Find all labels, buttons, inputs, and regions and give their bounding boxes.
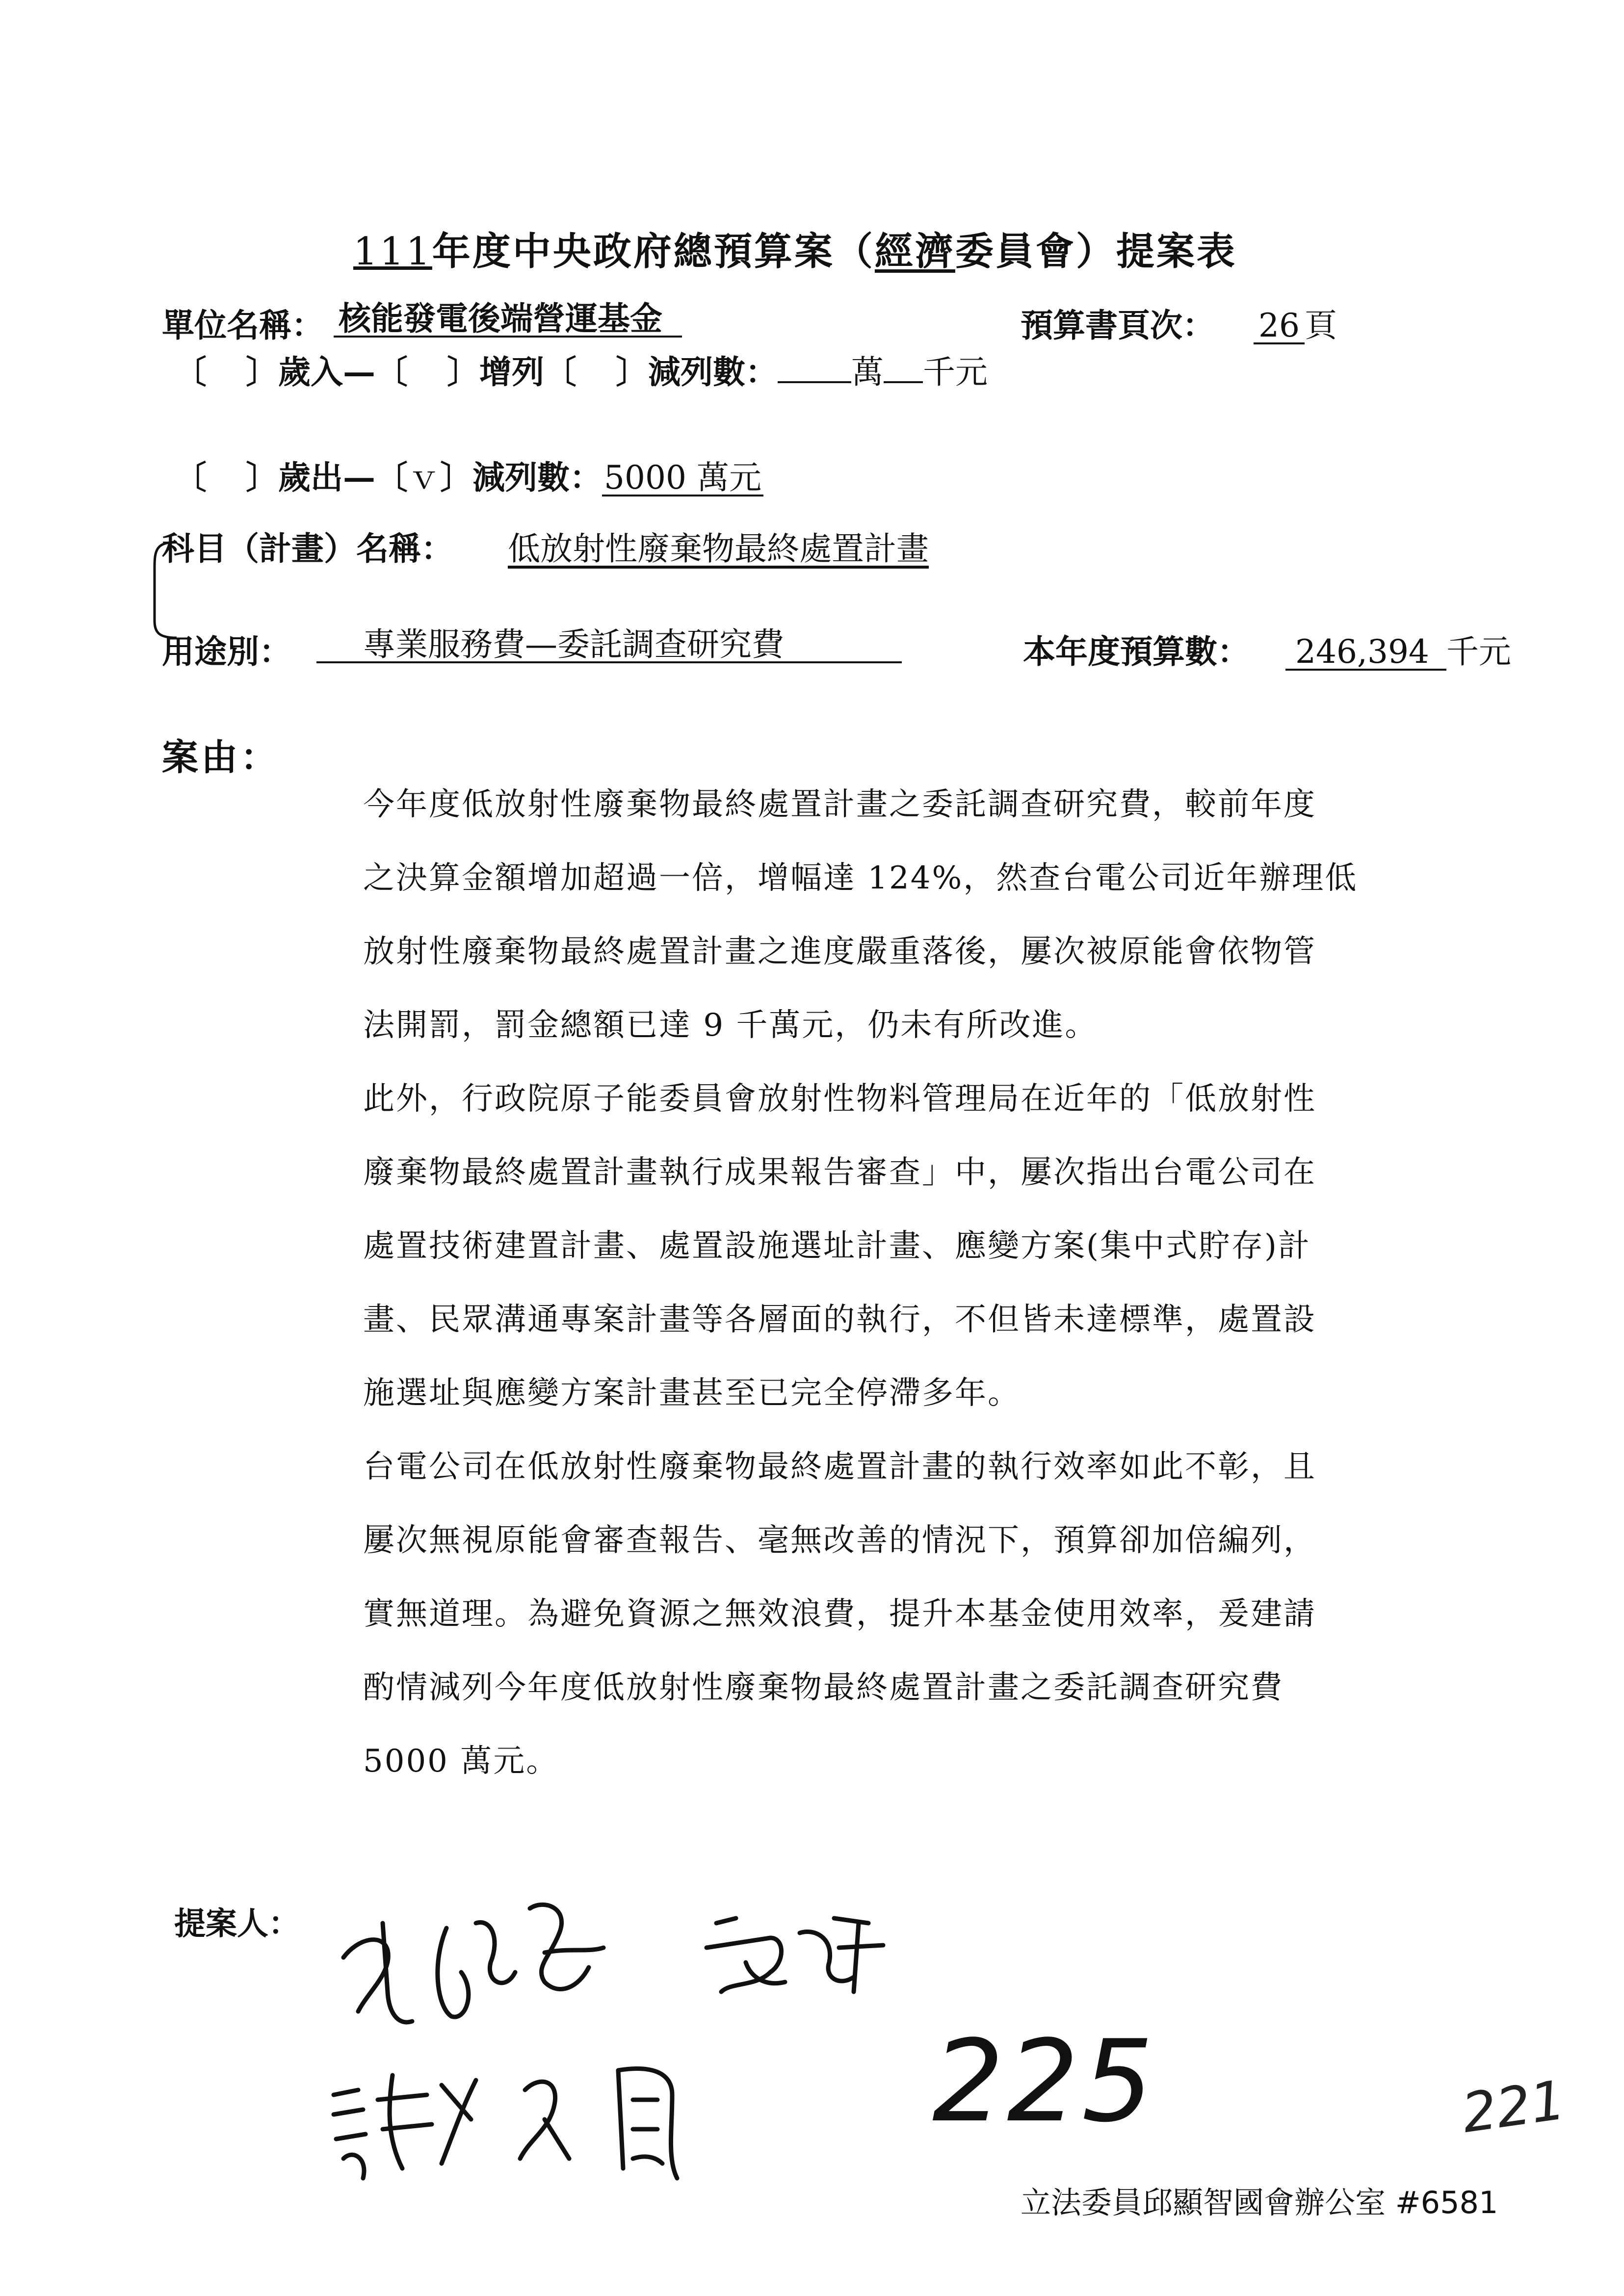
- budget-value: 246,394: [1285, 635, 1446, 671]
- page-label: 預算書頁次：: [1021, 306, 1215, 344]
- unit-label: 單位名稱：: [162, 306, 324, 344]
- expenditure-row: [174, 451, 763, 498]
- revenue-qian-blank: [884, 351, 923, 383]
- reason-label: 案由：: [162, 736, 280, 779]
- reason-line: 實無道理。為避免資源之無效浪費，提升本基金使用效率，爰建請: [363, 1596, 1316, 1632]
- expenditure-bracket-open: 〔: [174, 458, 207, 496]
- reason-line: 今年度低放射性廢棄物最終處置計畫之委託調查研究費，較前年度: [363, 786, 1316, 823]
- revenue-row: [174, 346, 988, 392]
- expenditure-label: 歲出—: [278, 458, 375, 496]
- purpose-label: 用途別：: [162, 632, 291, 671]
- title-text-a: 年度中央政府總預算案（: [432, 229, 875, 274]
- handwritten-signatures: [314, 1864, 952, 2208]
- reason-body: [363, 768, 1358, 1798]
- stamp-number: 225: [932, 2016, 1156, 2147]
- revenue-wan-blank: [778, 351, 851, 383]
- title-committee: 經濟: [874, 229, 955, 274]
- revenue-unit-qian: 千元: [923, 353, 988, 391]
- increase-label: 增列: [479, 353, 544, 391]
- corner-mark: 221: [1458, 2068, 1569, 2145]
- revenue-unit-wan: 萬: [851, 353, 884, 391]
- reason-line: 廢棄物最終處置計畫執行成果報告審查」中，屢次指出台電公司在: [363, 1154, 1316, 1191]
- reason-line: 法開罰，罰金總額已達 9 千萬元，仍未有所改進。: [363, 1007, 1098, 1044]
- reason-line: 畫、民眾溝通專案計畫等各層面的執行，不但皆未達標準，處置設: [363, 1302, 1316, 1338]
- reason-line: 酌情減列今年度低放射性廢棄物最終處置計畫之委託調查研究費: [363, 1670, 1283, 1706]
- decrease-bracket-close: 〕: [616, 353, 648, 391]
- expenditure-bracket-close: 〕: [246, 458, 278, 496]
- subject-label: 科目（計畫）名稱：: [162, 529, 453, 568]
- revenue-bracket-open: 〔: [174, 353, 207, 391]
- form-title: [353, 221, 1237, 276]
- expenditure-decrease-label: 減列數：: [472, 458, 602, 496]
- increase-bracket-close: 〕: [447, 353, 479, 391]
- check-bracket-open: 〔: [375, 458, 408, 496]
- check-bracket-close: 〕: [440, 458, 472, 496]
- subject-value-wrap: [508, 522, 929, 569]
- reason-line: 台電公司在低放射性廢棄物最終處置計畫的執行效率如此不彰，且: [363, 1449, 1316, 1485]
- page-value: 26: [1254, 309, 1305, 344]
- page-unit: 頁: [1304, 307, 1337, 344]
- revenue-decrease-label: 減列數：: [648, 353, 778, 391]
- decrease-bracket-open: 〔: [544, 353, 576, 391]
- revenue-label: 歲入—: [278, 353, 375, 391]
- increase-bracket-open: 〔: [375, 353, 408, 391]
- reason-line: 之決算金額增加超過一倍，增幅達 124%，然查台電公司近年辦理低: [363, 860, 1358, 896]
- reason-line: 處置技術建置計畫、處置設施選址計畫、應變方案(集中式貯存)計: [363, 1228, 1311, 1264]
- budget-unit: 千元: [1446, 633, 1511, 671]
- reason-line: 此外，行政院原子能委員會放射性物料管理局在近年的「低放射性: [363, 1081, 1316, 1117]
- budget-label: 本年度預算數：: [1023, 632, 1250, 671]
- checkmark: ｖ: [408, 459, 440, 496]
- reason-line: 放射性廢棄物最終處置計畫之進度嚴重落後，屢次被原能會依物管: [363, 934, 1316, 970]
- budget-value-wrap: [1285, 626, 1511, 672]
- office-footer: 立法委員邱顯智國會辦公室 #6581: [1021, 2185, 1498, 2220]
- unit-value: 核能發電後端營運基金: [334, 302, 682, 338]
- subject-value: 低放射性廢棄物最終處置計畫: [508, 530, 929, 568]
- revenue-bracket-close: 〕: [246, 353, 278, 391]
- purpose-value: 專業服務費—委託調查研究費: [316, 627, 902, 663]
- title-year: 111: [353, 230, 432, 274]
- proposer-label: 提案人：: [174, 1905, 300, 1942]
- reason-line: 5000 萬元。: [363, 1743, 559, 1779]
- title-text-b: 委員會）提案表: [955, 229, 1237, 274]
- reason-line: 屢次無視原能會審查報告、毫無改善的情況下，預算卻加倍編列，: [363, 1522, 1316, 1559]
- unit-value-wrap: [334, 299, 682, 338]
- page-value-wrap: [1254, 299, 1337, 346]
- reason-line: 施選址與應變方案計畫甚至已完全停滯多年。: [363, 1375, 1021, 1411]
- purpose-value-wrap: [316, 626, 902, 663]
- expenditure-decrease-value: 5000 萬元: [602, 461, 763, 496]
